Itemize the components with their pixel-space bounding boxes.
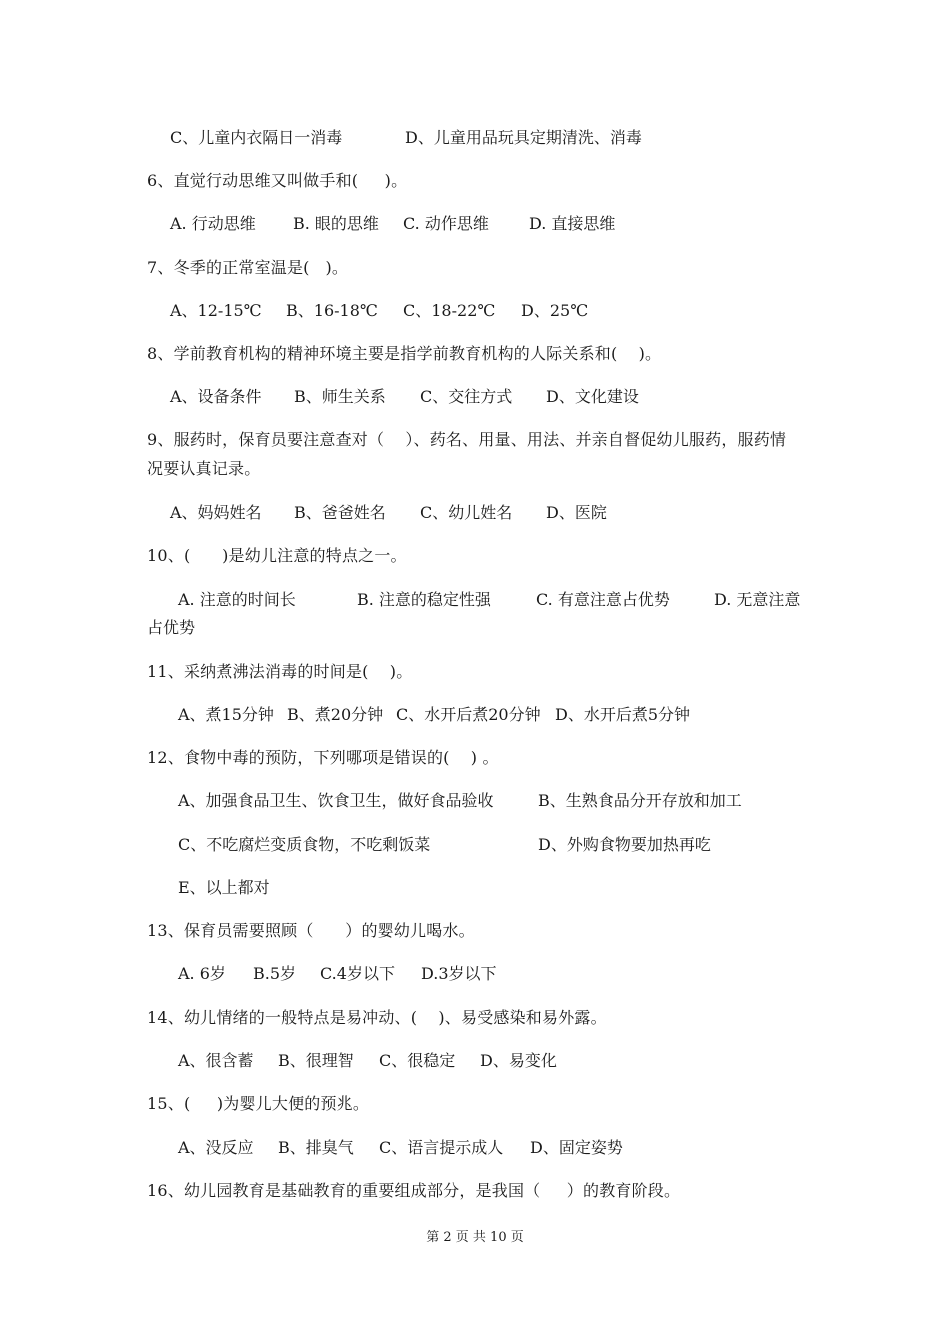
q10-option-a: A. 注意的时间长 bbox=[178, 590, 296, 609]
q10-option-d: D. 无意注意 bbox=[714, 590, 801, 609]
q13-option-d: D.3岁以下 bbox=[421, 964, 497, 983]
q7-option-b: B、16-18℃ bbox=[286, 301, 378, 320]
q14-option-a: A、很含蓄 bbox=[178, 1051, 254, 1070]
q8-option-d: D、文化建设 bbox=[546, 387, 639, 406]
q12-option-c: C、不吃腐烂变质食物，不吃剩饭菜 bbox=[178, 835, 431, 854]
q6-option-a: A. 行动思维 bbox=[170, 214, 256, 233]
page-number: 第 2 页 共 10 页 bbox=[426, 1230, 524, 1245]
q14-stem: 14、幼儿情绪的一般特点是易冲动、( )、易受感染和易外露。 bbox=[147, 1008, 607, 1027]
q15-stem: 15、( )为婴儿大便的预兆。 bbox=[147, 1094, 370, 1113]
q9-option-d: D、医院 bbox=[546, 503, 607, 522]
q12-option-d: D、外购食物要加热再吃 bbox=[538, 835, 711, 854]
q7-stem: 7、冬季的正常室温是( )。 bbox=[147, 258, 349, 277]
q15-option-d: D、固定姿势 bbox=[530, 1138, 623, 1157]
q5-option-c: C、儿童内衣隔日一消毒 bbox=[170, 128, 343, 147]
q11-option-a: A、煮15分钟 bbox=[178, 705, 274, 724]
q13-option-a: A. 6岁 bbox=[178, 964, 226, 983]
q9-option-b: B、爸爸姓名 bbox=[294, 503, 386, 522]
q7-option-a: A、12-15℃ bbox=[170, 301, 262, 320]
q12-option-e: E、以上都对 bbox=[178, 878, 270, 897]
q6-option-c: C. 动作思维 bbox=[403, 214, 489, 233]
q6-option-d: D. 直接思维 bbox=[529, 214, 616, 233]
q8-option-a: A、设备条件 bbox=[170, 387, 262, 406]
q16-stem: 16、幼儿园教育是基础教育的重要组成部分，是我国（ ）的教育阶段。 bbox=[147, 1181, 681, 1200]
q8-option-c: C、交往方式 bbox=[420, 387, 513, 406]
q12-option-a: A、加强食品卫生、饮食卫生，做好食品验收 bbox=[178, 791, 494, 810]
q13-stem: 13、保育员需要照顾（ ）的婴幼儿喝水。 bbox=[147, 921, 475, 940]
q10-stem: 10、( )是幼儿注意的特点之一。 bbox=[147, 546, 407, 565]
q8-option-b: B、师生关系 bbox=[294, 387, 386, 406]
q10-option-b: B. 注意的稳定性强 bbox=[357, 590, 491, 609]
q5-option-d: D、儿童用品玩具定期清洗、消毒 bbox=[405, 128, 642, 147]
q9-stem-line2: 况要认真记录。 bbox=[147, 459, 261, 478]
q11-stem: 11、采纳煮沸法消毒的时间是( )。 bbox=[147, 662, 413, 681]
q10-option-c: C. 有意注意占优势 bbox=[536, 590, 670, 609]
q14-option-d: D、易变化 bbox=[480, 1051, 557, 1070]
q11-option-b: B、煮20分钟 bbox=[287, 705, 384, 724]
q11-option-d: D、水开后煮5分钟 bbox=[555, 705, 691, 724]
q12-option-b: B、生熟食品分开存放和加工 bbox=[538, 791, 742, 810]
q8-stem: 8、学前教育机构的精神环境主要是指学前教育机构的人际关系和( )。 bbox=[147, 344, 662, 363]
q15-option-b: B、排臭气 bbox=[278, 1138, 354, 1157]
q11-option-c: C、水开后煮20分钟 bbox=[396, 705, 541, 724]
q9-option-c: C、幼儿姓名 bbox=[420, 503, 513, 522]
q9-stem-line1: 9、服药时，保育员要注意查对（ ）、药名、用量、用法、并亲自督促幼儿服药，服药情 bbox=[147, 430, 787, 449]
q13-option-c: C.4岁以下 bbox=[320, 964, 395, 983]
q6-stem: 6、直觉行动思维又叫做手和( )。 bbox=[147, 171, 408, 190]
q14-option-b: B、很理智 bbox=[278, 1051, 354, 1070]
q7-option-c: C、18-22℃ bbox=[403, 301, 496, 320]
q12-stem: 12、食物中毒的预防，下列哪项是错误的( ) 。 bbox=[147, 748, 499, 767]
q10-option-d-wrap: 占优势 bbox=[147, 618, 196, 637]
q14-option-c: C、很稳定 bbox=[379, 1051, 456, 1070]
q13-option-b: B.5岁 bbox=[253, 964, 297, 983]
q9-option-a: A、妈妈姓名 bbox=[170, 503, 262, 522]
q15-option-c: C、语言提示成人 bbox=[379, 1138, 504, 1157]
q6-option-b: B. 眼的思维 bbox=[293, 214, 379, 233]
q7-option-d: D、25℃ bbox=[521, 301, 589, 320]
q15-option-a: A、没反应 bbox=[178, 1138, 254, 1157]
